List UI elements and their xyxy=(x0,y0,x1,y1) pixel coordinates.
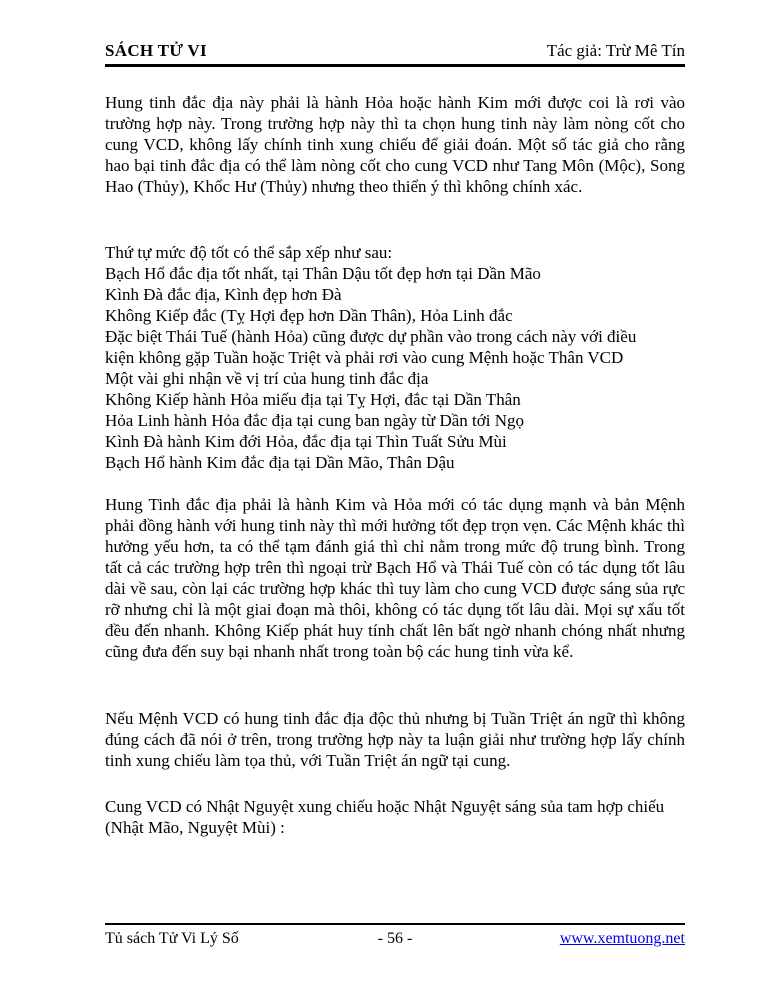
footer-divider xyxy=(105,923,685,925)
list-line: Bạch Hổ đắc địa tốt nhất, tại Thân Dậu tốt đẹp hơn tại Dần Mão xyxy=(105,264,541,283)
book-title: SÁCH TỬ VI xyxy=(105,41,207,60)
list-line: Bạch Hổ hành Kim đắc địa tại Dần Mão, Thân Dậu xyxy=(105,453,455,472)
header-divider xyxy=(105,64,685,67)
list-line: kiện không gặp Tuần hoặc Triệt và phải rơi vào cung Mệnh hoặc Thân VCD xyxy=(105,348,624,367)
page-number: - 56 - xyxy=(377,930,413,947)
paragraph-hung-tinh-effects: Hung Tinh đắc địa phải là hành Kim và Hỏa mới có tác dụng mạnh và bản Mệnh phải đồng hành với hung tinh này thì mới hưởng tốt đẹp trọn vẹn. Các Mệnh khác thì hưởng yếu hơn, ta có thể tạm đánh giá thì chỉ nằm trong mức độ trung bình. Trong tất cả các trường hợp trên thì ngoại trừ Bạch Hổ và Thái Tuế còn có tác dụng tốt lâu dài về sau, còn lại các trường hợp khác thì tuy làm cho cung VCD được sáng sủa rực rỡ nhưng chỉ là một giai đoạn mà thôi, không có tác dụng tốt lâu dài. Mọi sự xấu tốt đều đến nhanh. Không Kiếp phát huy tính chất lên bất ngờ nhanh chóng nhất nhưng cũng đưa đến suy bại nhanh nhất trong toàn bộ các hung tinh vừa kể. xyxy=(105,495,685,661)
list-line: Một vài ghi nhận về vị trí của hung tinh đắc địa xyxy=(105,369,429,388)
list-line: Thứ tự mức độ tốt có thể sắp xếp như sau: xyxy=(105,243,393,262)
list-line: Kình Đà đắc địa, Kình đẹp hơn Đà xyxy=(105,285,342,304)
list-line: Không Kiếp hành Hỏa miếu địa tại Tỵ Hợi, đắc tại Dần Thân xyxy=(105,390,521,409)
footer-series-title: Tủ sách Tử Vi Lý Số xyxy=(105,930,239,947)
paragraph-nhat-nguyet: Cung VCD có Nhật Nguyệt xung chiếu hoặc Nhật Nguyệt sáng sủa tam hợp chiếu (Nhật Mão, Nguyệt Mùi) : xyxy=(105,797,665,837)
list-line: Kình Đà hành Kim đới Hỏa, đắc địa tại Thìn Tuất Sửu Mùi xyxy=(105,432,507,451)
website-link[interactable]: www.xemtuong.net xyxy=(559,930,685,947)
paragraph-tuan-triet: Nếu Mệnh VCD có hung tinh đắc địa độc thủ nhưng bị Tuần Triệt án ngữ thì không đúng cách đã nói ở trên, trong trường hợp này ta luận giải như trường hợp lấy chính tinh xung chiếu làm tọa thủ, với Tuần Triệt án ngữ tại cung. xyxy=(105,709,685,770)
list-line: Hỏa Linh hành Hỏa đắc địa tại cung ban ngày từ Dần tới Ngọ xyxy=(105,411,525,430)
page-header xyxy=(105,40,685,61)
paragraph-hung-tinh-intro: Hung tinh đắc địa này phải là hành Hỏa hoặc hành Kim mới được coi là rơi vào trường hợp này. Trong trường hợp này thì ta chọn hung tinh này làm nòng cốt cho cung VCD, không lấy chính tinh xung chiếu để giải đoán. Một số tác giả cho rằng hao bại tinh đắc địa có thể làm nòng cốt cho cung VCD như Tang Môn (Mộc), Song Hao (Thủy), Khốc Hư (Thủy) nhưng theo thiển ý thì không chính xác. xyxy=(105,93,685,196)
author-credit: Tác giả: Trừ Mê Tín xyxy=(546,41,685,60)
list-line: Đặc biệt Thái Tuế (hành Hỏa) cũng được dự phần vào trong cách này với điều xyxy=(105,327,637,346)
list-line: Không Kiếp đắc (Tỵ Hợi đẹp hơn Dần Thân), Hỏa Linh đắc xyxy=(105,306,513,325)
ranking-list xyxy=(105,242,685,473)
page-footer xyxy=(105,929,685,949)
